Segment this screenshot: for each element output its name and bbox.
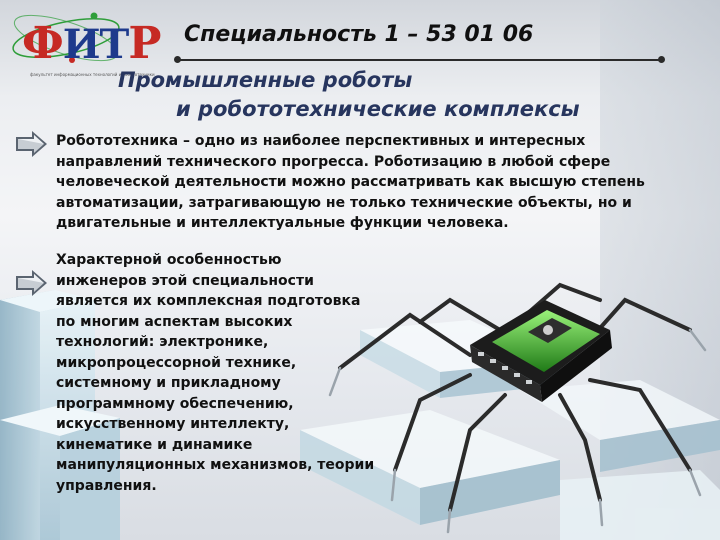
logo-text [22, 18, 160, 71]
paragraph-engineers: Характерной особенностью инженеров этой специальности является их комплексная подготовка по многим аспектам высоких технологий: электронике, микропроцессорной технике, системному и прикладному программному обеспечению, искусственному интеллекту, кинематике и динамике манипуляционных механизмов, теории управления. [56, 252, 375, 494]
logo-letters-it: ИТ [62, 21, 129, 68]
arrow-bullet-icon [14, 131, 48, 157]
arrow-bullet-icon [14, 270, 48, 296]
title-divider-dot-left [174, 56, 181, 63]
title-divider-dot-right [658, 56, 665, 63]
specialty-heading: Специальность 1 – 53 01 06 [184, 22, 534, 47]
logo-letter-r: Р [128, 18, 161, 69]
logo [8, 8, 161, 77]
page-title [118, 66, 698, 124]
paragraph-robotics: Робототехника – одно из наиболее перспективных и интересных направлений технического прогресса. Роботизацию в любой сфере человеческой деятельности можно рассматривать как высшую степень автоматизации, затрагивающую не только технические объекты, но и двигательные и интеллектуальные функции человека. [56, 133, 645, 231]
page-title-line2: и робототехнические комплексы [176, 97, 580, 121]
page-title-line1: Промышленные роботы [118, 68, 413, 92]
logo-letter-f: Ф [22, 18, 63, 69]
logo-caption: факультет информационных технологий и робототехники [30, 72, 155, 77]
title-divider [178, 59, 662, 61]
